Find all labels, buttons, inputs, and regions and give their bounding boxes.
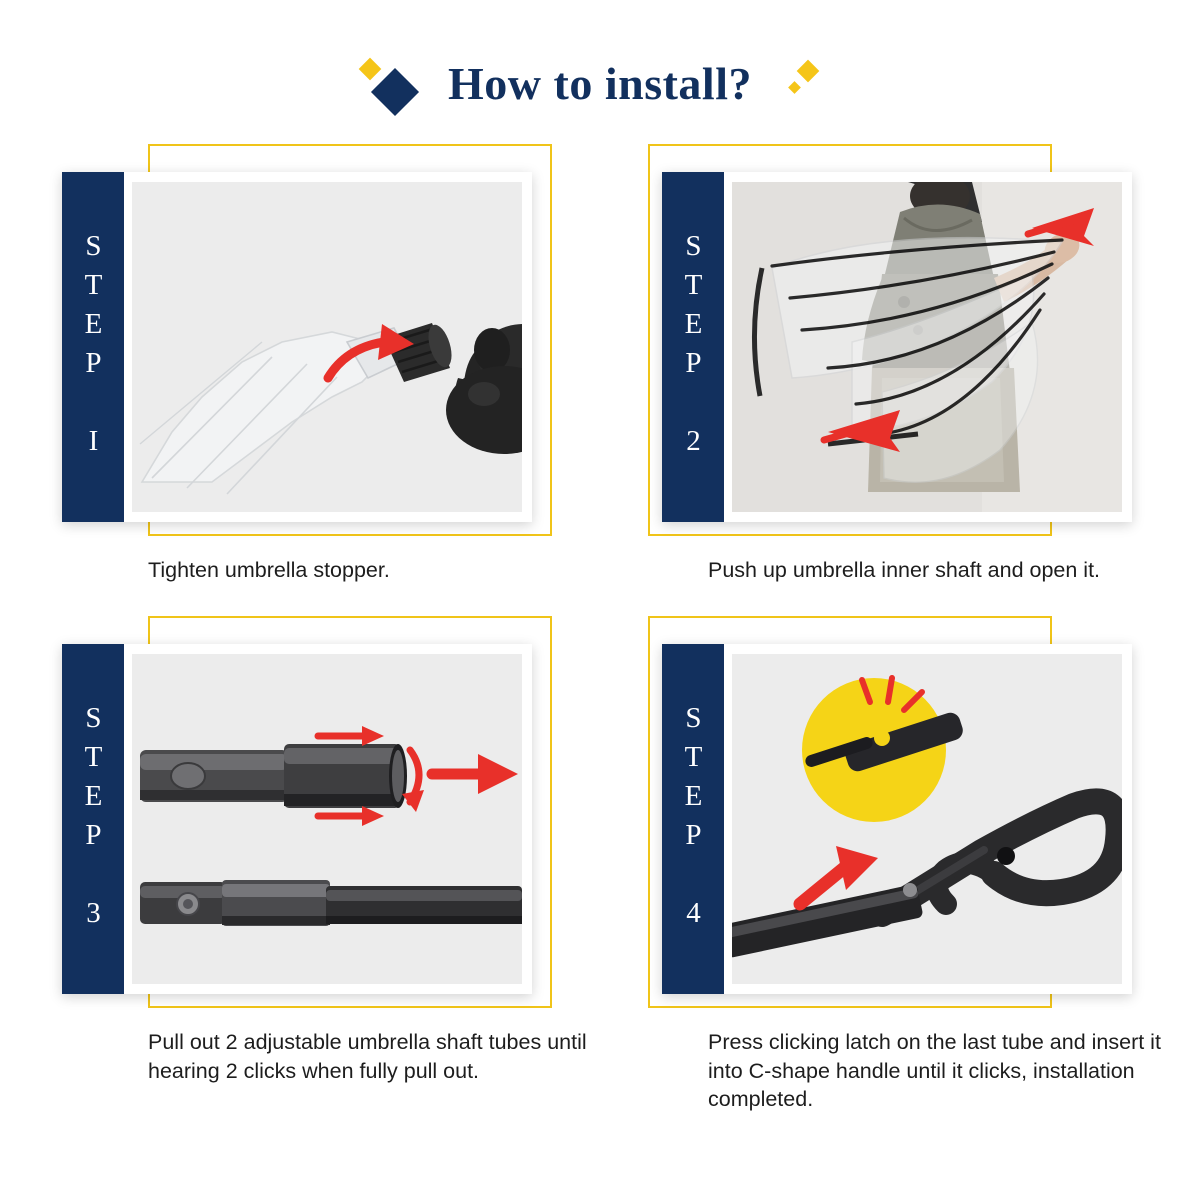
c-shape-handle-photo (732, 654, 1122, 984)
step-label-text: STEP I (77, 230, 110, 464)
page-title: How to install? (448, 57, 752, 109)
step-label-1 (62, 172, 124, 522)
umbrella-stopper-photo (132, 182, 522, 512)
shaft-tubes-photo (132, 654, 522, 984)
title-decoration-left (362, 53, 422, 113)
step-card-3 (0, 602, 600, 1113)
step-caption-4: Press clicking latch on the last tube and insert it into C-shape handle until it clicks, installation completed. (708, 1030, 1161, 1112)
diamond-icon (371, 68, 419, 116)
step-label-text: STEP 2 (677, 230, 710, 464)
step-label-text: STEP 4 (677, 702, 710, 937)
step-caption-3: Pull out 2 adjustable umbrella shaft tubes until hearing 2 clicks when fully pull out. (148, 1030, 587, 1083)
title-decoration-right (778, 53, 838, 113)
page-title-row (0, 48, 1200, 118)
steps-grid (0, 130, 1200, 1114)
step-card-1 (0, 130, 600, 584)
diamond-icon (359, 58, 382, 81)
step-caption-2: Push up umbrella inner shaft and open it. (708, 558, 1101, 582)
step-label-4 (662, 644, 724, 994)
step-label-3 (62, 644, 124, 994)
step-caption-1: Tighten umbrella stopper. (148, 558, 390, 582)
step-label-text: STEP 3 (77, 702, 110, 937)
open-umbrella-photo (732, 182, 1122, 512)
step-card-2 (600, 130, 1200, 584)
diamond-icon (797, 60, 820, 83)
step-label-2 (662, 172, 724, 522)
diamond-icon (788, 81, 801, 94)
step-card-4 (600, 602, 1200, 1113)
